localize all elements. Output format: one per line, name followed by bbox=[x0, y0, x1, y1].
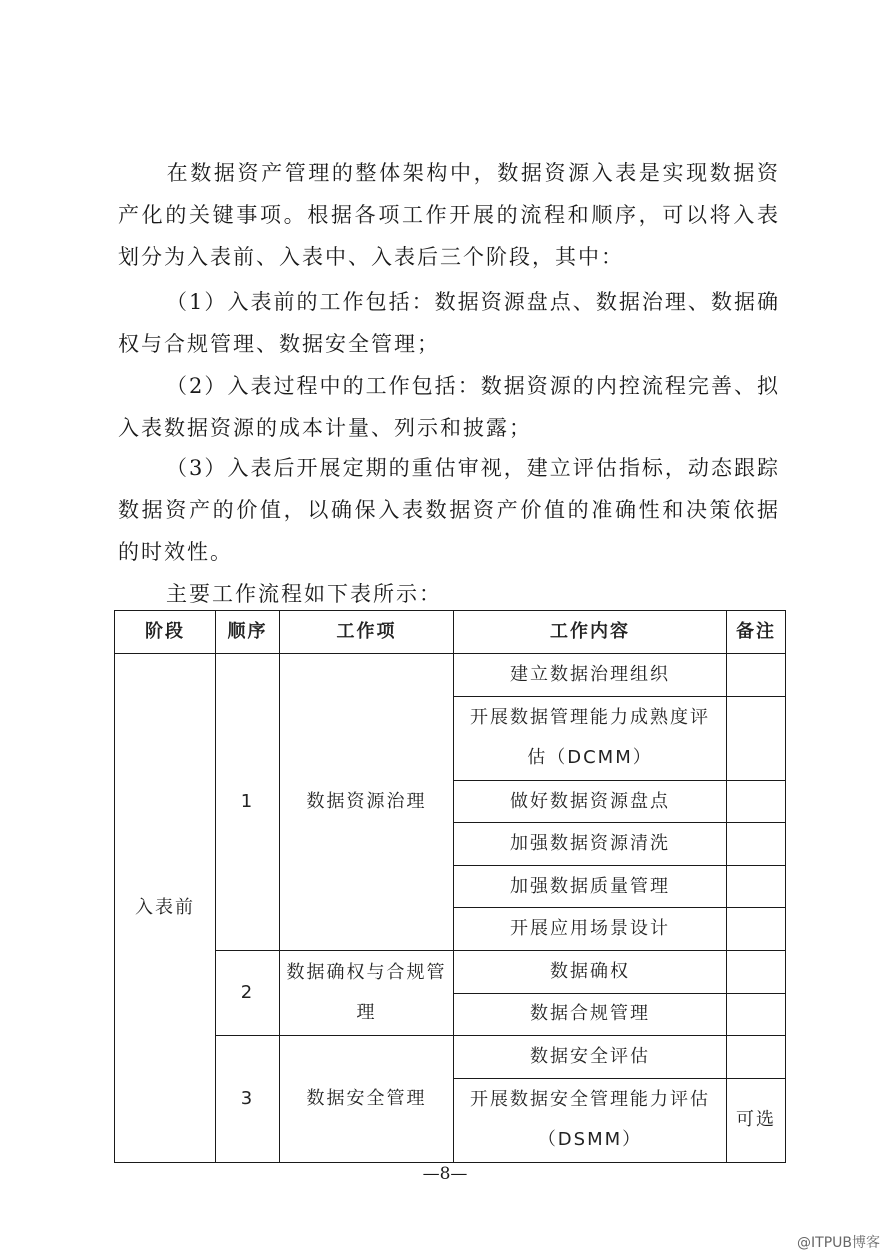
content-cell: 做好数据资源盘点 bbox=[454, 780, 727, 823]
intro-paragraph bbox=[118, 152, 780, 278]
table-row bbox=[115, 654, 786, 697]
content-cell: 建立数据治理组织 bbox=[454, 654, 727, 697]
table-caption bbox=[118, 573, 780, 615]
header-order: 顺序 bbox=[216, 611, 280, 654]
content-cell: 数据确权 bbox=[454, 951, 727, 994]
note-cell bbox=[727, 993, 786, 1036]
note-cell bbox=[727, 696, 786, 780]
content-cell: 数据安全评估 bbox=[454, 1036, 727, 1079]
content-cell: 加强数据资源清洗 bbox=[454, 823, 727, 866]
order-cell: 2 bbox=[216, 951, 280, 1036]
watermark: @ITPUB博客 bbox=[797, 1235, 880, 1251]
note-cell bbox=[727, 951, 786, 994]
note-cell bbox=[727, 865, 786, 908]
note-cell bbox=[727, 823, 786, 866]
stage-cell: 入表前 bbox=[115, 654, 216, 1163]
item-cell: 数据资源治理 bbox=[280, 654, 454, 951]
content-cell: 开展应用场景设计 bbox=[454, 908, 727, 951]
item-cell: 数据安全管理 bbox=[280, 1036, 454, 1163]
header-stage: 阶段 bbox=[115, 611, 216, 654]
page-number: —8— bbox=[422, 1164, 468, 1184]
intro-text: 在数据资产管理的整体架构中，数据资源入表是实现数据资产化的关键事项。根据各项工作开展的流程和顺序，可以将入表划分为入表前、入表中、入表后三个阶段，其中： bbox=[118, 161, 780, 269]
order-cell: 1 bbox=[216, 654, 280, 951]
item2-text: （2）入表过程中的工作包括：数据资源的内控流程完善、拟入表数据资源的成本计量、列示和披露； bbox=[118, 374, 780, 440]
item1-paragraph bbox=[118, 281, 780, 365]
table-row bbox=[115, 1036, 786, 1079]
content-cell: 加强数据质量管理 bbox=[454, 865, 727, 908]
note-cell: 可选 bbox=[727, 1078, 786, 1162]
item1-text: （1）入表前的工作包括：数据资源盘点、数据治理、数据确权与合规管理、数据安全管理； bbox=[118, 290, 780, 356]
table-row bbox=[115, 951, 786, 994]
note-cell bbox=[727, 1036, 786, 1079]
item3-paragraph bbox=[118, 447, 780, 573]
header-content: 工作内容 bbox=[454, 611, 727, 654]
item3-text: （3）入表后开展定期的重估审视，建立评估指标，动态跟踪数据资产的价值，以确保入表数据资产价值的准确性和决策依据的时效性。 bbox=[118, 456, 780, 564]
content-cell: 开展数据安全管理能力评估（DSMM） bbox=[454, 1078, 727, 1162]
note-cell bbox=[727, 908, 786, 951]
item2-paragraph bbox=[118, 365, 780, 449]
content-cell: 数据合规管理 bbox=[454, 993, 727, 1036]
work-flow-table bbox=[114, 610, 786, 1163]
header-note: 备注 bbox=[727, 611, 786, 654]
note-cell bbox=[727, 780, 786, 823]
item-cell: 数据确权与合规管理 bbox=[280, 951, 454, 1036]
table-header-row bbox=[115, 611, 786, 654]
note-cell bbox=[727, 654, 786, 697]
order-cell: 3 bbox=[216, 1036, 280, 1163]
content-cell: 开展数据管理能力成熟度评估（DCMM） bbox=[454, 696, 727, 780]
header-item: 工作项 bbox=[280, 611, 454, 654]
caption-text: 主要工作流程如下表所示： bbox=[166, 582, 442, 606]
